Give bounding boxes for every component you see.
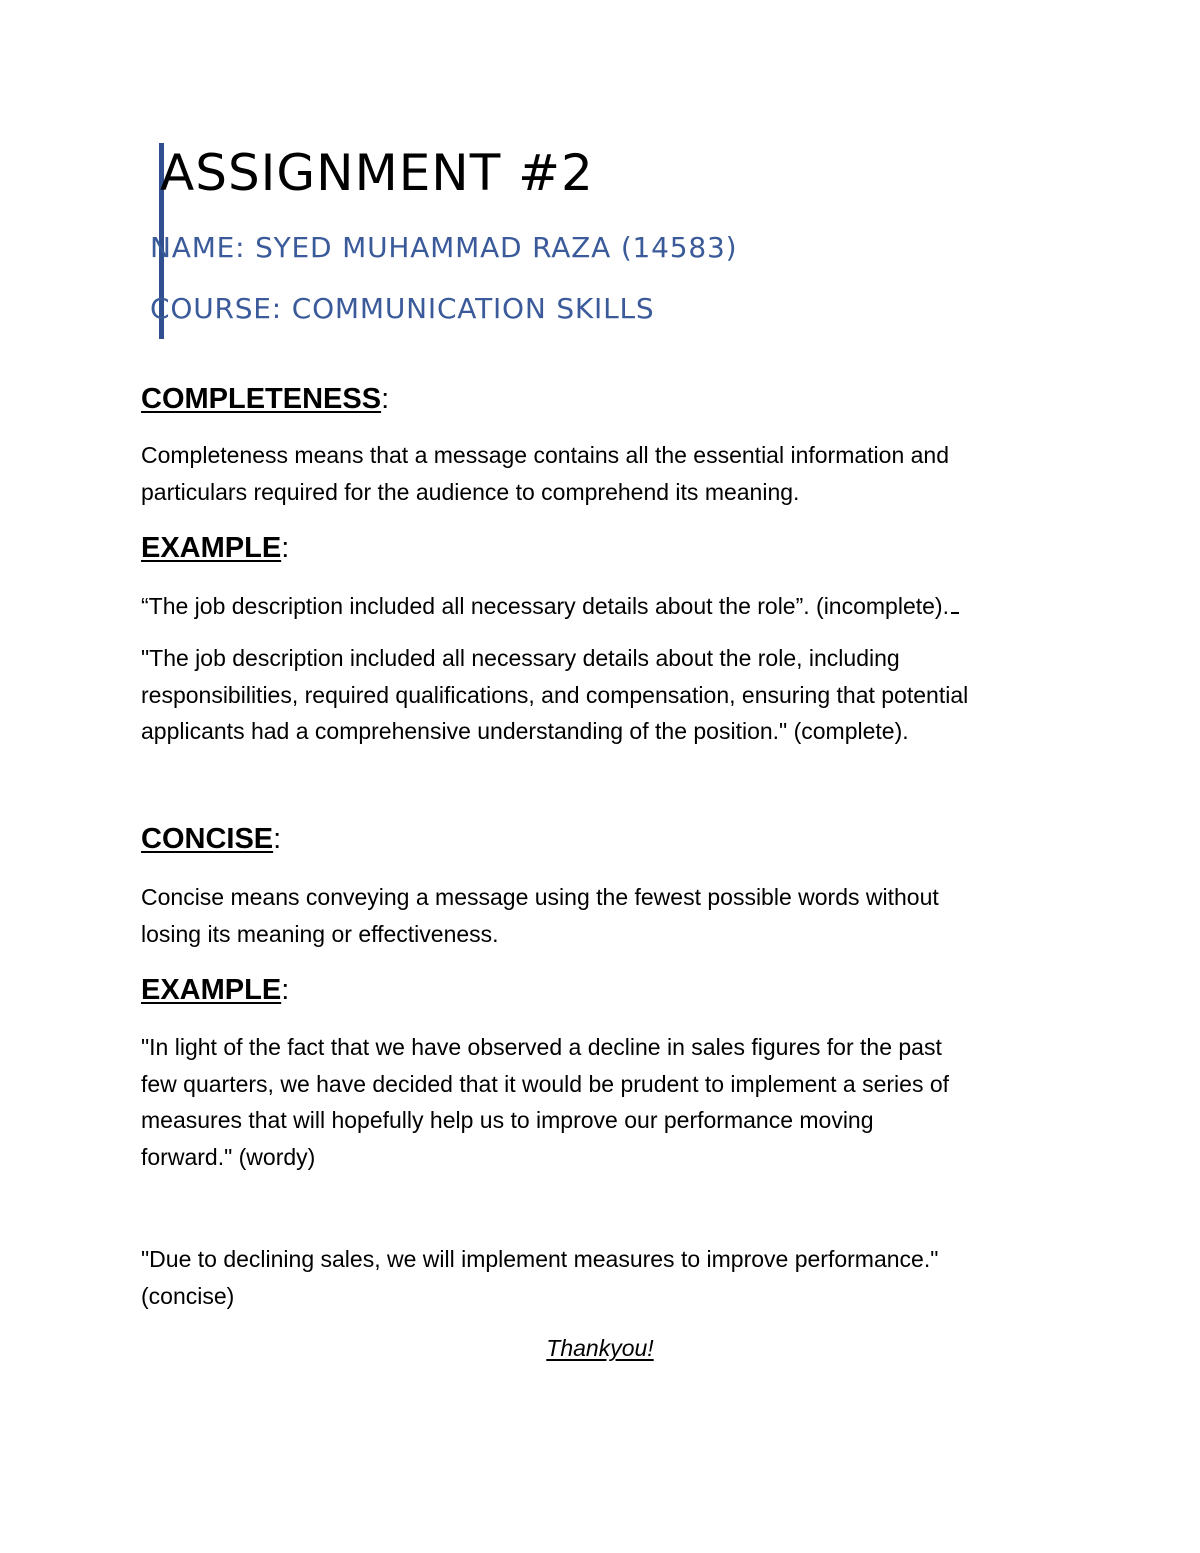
paragraph-line: particulars required for the audience to comprehend its meaning.: [141, 478, 800, 505]
course-name: COURSE: COMMUNICATION SKILLS: [150, 292, 655, 325]
section-heading-completeness: COMPLETENESS:: [141, 383, 390, 415]
paragraph-line: (concise): [141, 1282, 235, 1309]
closing-thanks: Thankyou!: [546, 1335, 654, 1361]
paragraph-line: Concise means conveying a message using the fewest possible words without: [141, 884, 939, 910]
example-heading-concise: EXAMPLE:: [141, 974, 290, 1006]
completeness-example-complete: [141, 640, 1081, 750]
student-name: NAME: SYED MUHAMMAD RAZA (14583): [150, 231, 738, 264]
paragraph-line: Completeness means that a message contains all the essential information and: [141, 442, 950, 468]
paragraph-line: “The job description included all necessary details about the role”. (incomplete).: [141, 593, 949, 619]
paragraph-line: losing its meaning or effectiveness.: [141, 920, 499, 947]
concise-example-concise: [141, 1241, 1081, 1314]
completeness-definition: [141, 437, 1081, 510]
paragraph-line: "In light of the fact that we have observed a decline in sales figures for the past: [141, 1034, 942, 1060]
paragraph-line: measures that will hopefully help us to improve our performance moving: [141, 1107, 874, 1133]
paragraph-line: "Due to declining sales, we will implement measures to improve performance.": [141, 1246, 939, 1272]
paragraph-line: few quarters, we have decided that it would be prudent to implement a series of: [141, 1070, 950, 1097]
paragraph-line: "The job description included all necessary details about the role, including: [141, 645, 900, 671]
concise-example-wordy: [141, 1029, 1081, 1175]
concise-definition: [141, 879, 1081, 952]
section-heading-concise: CONCISE:: [141, 823, 282, 855]
completeness-example-incomplete: [141, 588, 1081, 625]
example-heading-completeness: EXAMPLE:: [141, 532, 290, 564]
document-title: ASSIGNMENT #2: [160, 144, 594, 202]
paragraph-line: forward." (wordy): [141, 1143, 316, 1170]
paragraph-line: applicants had a comprehensive understanding of the position." (complete).: [141, 718, 909, 744]
text-cursor-marker: [951, 594, 959, 614]
paragraph-line: responsibilities, required qualifications, and compensation, ensuring that potential: [141, 681, 969, 708]
